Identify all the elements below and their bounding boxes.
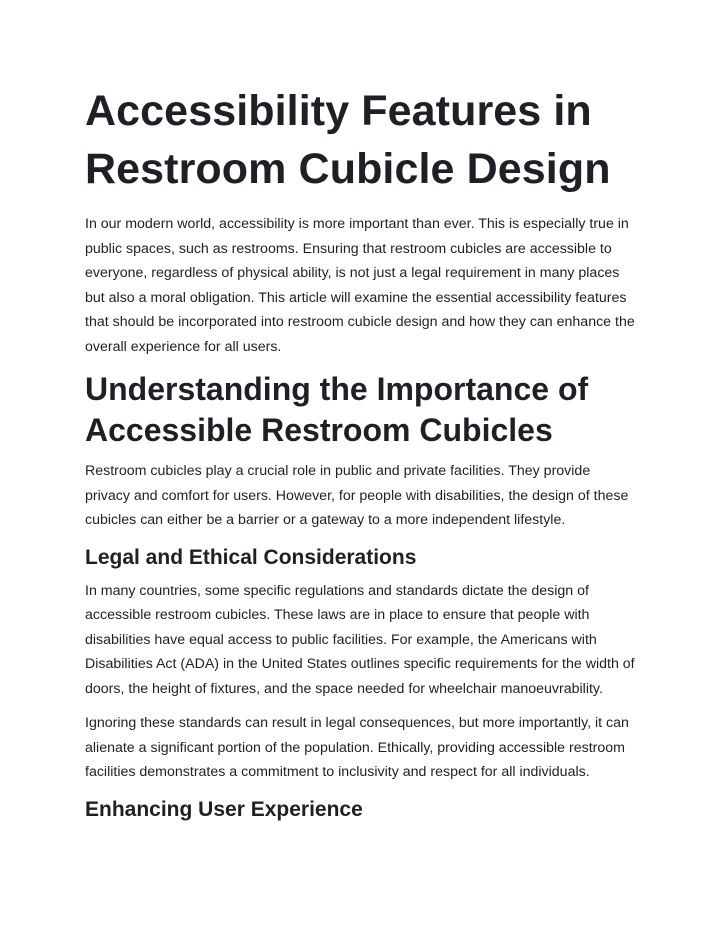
legal-paragraph-2: Ignoring these standards can result in legal consequences, but more importantly, it can alienate a significant portion of the population. Ethically, providing accessible restroom facilities demonstrates a commitment to inclusivity and respect for all individuals. (85, 715, 629, 780)
intro-paragraph: In our modern world, accessibility is more important than ever. This is especially true in public spaces, such as restrooms. Ensuring that restroom cubicles are accessible to everyone, regardless of physical ability, is not just a legal requirement in many places but also a moral obligation. This article will examine the essential accessibility features that should be incorporated into restroom cubicle design and how they can enhance the overall experience for all users. (85, 216, 635, 355)
article-title: Accessibility Features in Restroom Cubicle Design (85, 87, 611, 193)
importance-paragraph: Restroom cubicles play a crucial role in public and private facilities. They provide privacy and comfort for users. However, for people with disabilities, the design of these cubicles can either be a barrier or a gateway to a more independent lifestyle. (85, 463, 629, 528)
legal-paragraph-1: In many countries, some specific regulations and standards dictate the design of accessible restroom cubicles. These laws are in place to ensure that people with disabilities have equal access to public facilities. For example, the Americans with Disabilities Act (ADA) in the United States outlines specific requirements for the width of doors, the height of fixtures, and the space needed for wheelchair manoeuvrability. (85, 582, 635, 697)
subsection-heading-legal: Legal and Ethical Considerations (85, 545, 417, 569)
subsection-heading-user-experience: Enhancing User Experience (85, 797, 363, 821)
section-heading-importance: Understanding the Importance of Accessible Restroom Cubicles (85, 371, 589, 448)
